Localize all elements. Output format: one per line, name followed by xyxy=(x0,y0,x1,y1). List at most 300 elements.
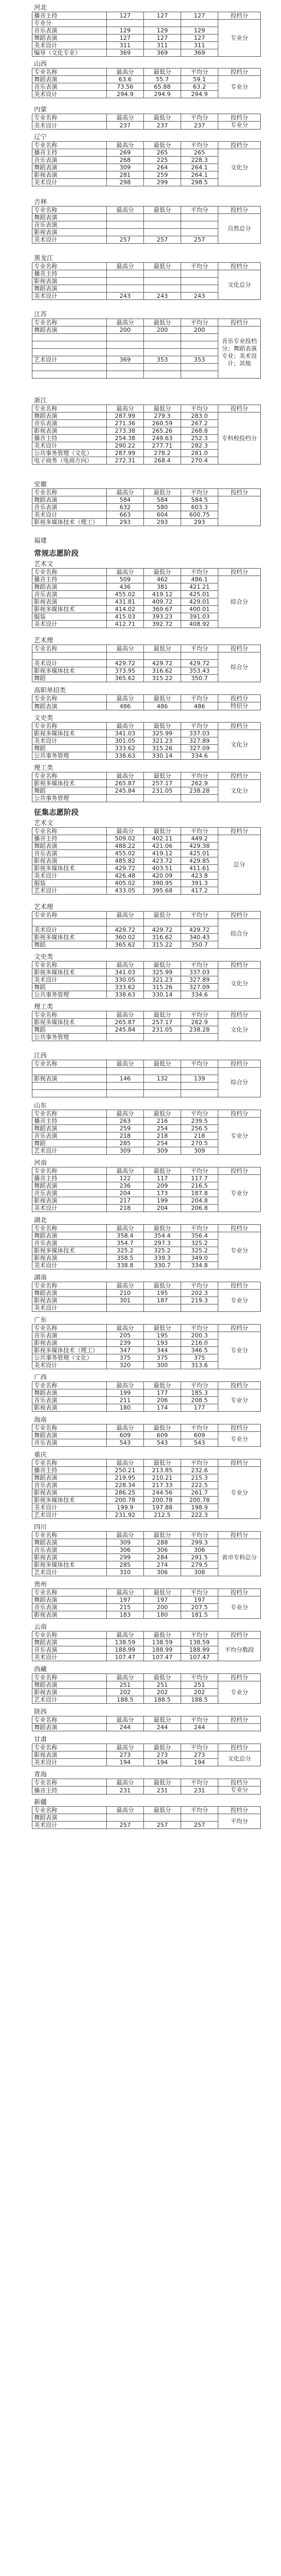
table-header-row xyxy=(32,1459,261,1467)
score-cell: 最低分 xyxy=(144,569,181,576)
score-cell: 188.5 xyxy=(181,1696,218,1704)
score-cell: 127 xyxy=(144,35,181,42)
score-cell: 最高分 xyxy=(107,142,144,149)
section-label xyxy=(32,548,260,560)
score-cell: 244 xyxy=(181,1724,218,1731)
admission-note-cell: 专业分 xyxy=(218,1118,261,1155)
score-cell: 425.01 xyxy=(181,591,218,598)
major-cell: 舞蹈 xyxy=(32,675,107,682)
major-cell: 舞蹈 xyxy=(32,984,107,991)
score-cell xyxy=(107,919,144,926)
score-cell: 288 xyxy=(144,1539,181,1547)
score-section xyxy=(32,1051,260,1097)
major-cell: 播音主持 xyxy=(32,1118,107,1125)
admission-note-cell: 综合分 xyxy=(218,652,261,682)
score-cell: 最低分 xyxy=(144,1459,181,1467)
score-cell: 55.7 xyxy=(144,76,181,83)
score-cell: 543 xyxy=(107,1439,144,1447)
score-section xyxy=(32,952,260,999)
score-cell: 最低分 xyxy=(144,207,181,214)
major-cell xyxy=(32,919,107,926)
score-cell: 最高分 xyxy=(107,1011,144,1019)
score-cell: 360.02 xyxy=(107,934,144,941)
score-cell: 188.99 xyxy=(181,1646,218,1654)
score-cell: 228.34 xyxy=(107,1482,144,1489)
score-cell xyxy=(181,278,218,285)
score-cell xyxy=(144,371,181,379)
score-cell: 63.6 xyxy=(107,76,144,83)
table-row xyxy=(32,413,261,420)
score-cell: 293 xyxy=(181,519,218,526)
region-title: 安徽 xyxy=(34,480,47,488)
score-cell: 365.62 xyxy=(107,941,144,949)
score-cell: 347 xyxy=(107,1347,144,1354)
score-table xyxy=(32,319,261,379)
score-cell: 216 xyxy=(144,1118,181,1125)
score-cell xyxy=(181,334,218,341)
score-cell: 268.4 xyxy=(144,457,181,465)
major-cell: 影视多媒体技术 xyxy=(32,606,107,613)
table-header-row xyxy=(32,12,261,20)
score-cell: 415.03 xyxy=(107,613,144,621)
score-cell: 281.0 xyxy=(181,450,218,457)
score-cell: 265.26 xyxy=(144,427,181,435)
major-cell: 电子商务（电商方向） xyxy=(32,457,107,465)
score-cell xyxy=(144,1068,181,1075)
admission-note-cell: 专业分 xyxy=(218,1175,261,1212)
score-table xyxy=(32,694,261,710)
score-cell: 127 xyxy=(107,12,144,20)
score-cell: 最高分 xyxy=(107,772,144,780)
score-cell: 107.47 xyxy=(107,1654,144,1661)
admission-note-cell: 专业分 xyxy=(218,76,261,98)
major-cell xyxy=(32,341,107,349)
score-cell: 210 xyxy=(107,1290,144,1297)
score-cell: 310 xyxy=(107,1569,144,1576)
major-cell: 影视表演 xyxy=(32,1689,107,1696)
score-table xyxy=(32,827,261,895)
score-cell: 平均分 xyxy=(181,68,218,76)
score-cell: 239.5 xyxy=(181,1118,218,1125)
score-cell: 最低分 xyxy=(144,1632,181,1639)
score-section xyxy=(32,636,260,682)
score-cell: 最低分 xyxy=(144,1282,181,1290)
score-cell: 206.8 xyxy=(181,1205,218,1212)
score-section xyxy=(32,310,260,379)
score-cell: 最高分 xyxy=(107,1382,144,1389)
score-cell xyxy=(181,229,218,236)
major-cell: 服装 xyxy=(32,880,107,887)
score-section xyxy=(32,1373,260,1412)
score-cell xyxy=(144,1083,181,1090)
score-cell: 243 xyxy=(107,293,144,300)
score-cell: 254 xyxy=(144,1125,181,1132)
table-row xyxy=(32,1787,261,1794)
score-table xyxy=(32,1060,261,1097)
score-cell: 306 xyxy=(107,1547,144,1554)
score-cell: 333.62 xyxy=(107,745,144,752)
score-cell: 259 xyxy=(107,1125,144,1132)
score-cell: 485.82 xyxy=(107,857,144,865)
score-cell: 245.84 xyxy=(107,787,144,795)
score-cell: 423.72 xyxy=(144,857,181,865)
region-title: 海南 xyxy=(34,1416,47,1423)
score-cell xyxy=(107,1083,144,1090)
score-cell: 205 xyxy=(107,1332,144,1339)
score-cell: 278.2 xyxy=(144,450,181,457)
score-cell xyxy=(181,214,218,221)
score-table xyxy=(32,1779,261,1794)
score-cell: 59.1 xyxy=(181,76,218,83)
region-title: 艺术文 xyxy=(34,560,54,568)
score-cell: 最高分 xyxy=(107,1674,144,1681)
major-cell: 播音主持 xyxy=(32,149,107,157)
table-header-row xyxy=(32,723,261,730)
admission-note-cell: 专科校投档分 xyxy=(218,413,261,465)
score-cell: 298.5 xyxy=(181,179,218,186)
major-cell: 音乐表演 xyxy=(32,27,107,35)
score-table xyxy=(32,568,261,628)
major-cell: 专业名称 xyxy=(32,1674,107,1681)
score-cell: 249.63 xyxy=(144,435,181,442)
score-cell: 252.3 xyxy=(181,435,218,442)
score-cell: 212.5 xyxy=(144,1512,181,1519)
score-cell: 平均分 xyxy=(181,645,218,652)
header-cell: 投档分 xyxy=(218,114,261,122)
score-cell: 最高分 xyxy=(107,114,144,122)
score-table xyxy=(32,114,261,130)
admission-note-cell: 专业分 xyxy=(218,1290,261,1312)
score-cell: 309 xyxy=(107,1147,144,1155)
score-cell: 340.43 xyxy=(181,934,218,941)
score-cell: 239 xyxy=(107,1339,144,1347)
score-cell: 最高分 xyxy=(107,1060,144,1068)
score-cell: 391.3 xyxy=(181,880,218,887)
score-cell: 316.62 xyxy=(144,667,181,675)
score-cell: 409.72 xyxy=(144,598,181,606)
score-cell: 265 xyxy=(181,149,218,157)
major-cell: 艺术设计 xyxy=(32,1147,107,1155)
major-cell: 音乐表演 xyxy=(32,1604,107,1611)
major-cell: 舞蹈 xyxy=(32,941,107,949)
region-title: 贵州 xyxy=(34,1581,47,1588)
score-cell: 306 xyxy=(144,1547,181,1554)
score-cell: 429.72 xyxy=(107,865,144,872)
header-cell: 投档分 xyxy=(218,772,261,780)
score-cell: 584 xyxy=(107,496,144,504)
major-cell: 舞蹈表演 xyxy=(32,1596,107,1604)
major-cell: 影视表演 xyxy=(32,1075,107,1083)
score-cell: 132 xyxy=(144,1075,181,1083)
score-cell: 197.88 xyxy=(144,1504,181,1512)
table-row xyxy=(32,1332,261,1339)
major-cell: 专业名称 xyxy=(32,695,107,702)
score-cell: 257 xyxy=(107,236,144,244)
score-cell: 最低分 xyxy=(144,1060,181,1068)
score-cell: 330.14 xyxy=(144,752,181,760)
score-cell: 419.12 xyxy=(144,850,181,857)
admission-note-cell: 自然总分 xyxy=(218,214,261,244)
score-cell xyxy=(107,652,144,660)
score-cell: 429.85 xyxy=(181,857,218,865)
region-title: 广东 xyxy=(34,1316,47,1324)
score-cell: 127 xyxy=(181,12,218,20)
table-row xyxy=(32,652,261,660)
major-cell: 影视表演 xyxy=(32,171,107,179)
score-cell: 462 xyxy=(144,576,181,583)
score-cell: 333.62 xyxy=(107,984,144,991)
score-cell: 315.26 xyxy=(144,745,181,752)
score-cell: 209 xyxy=(144,1182,181,1190)
table-row xyxy=(32,122,261,130)
section-label xyxy=(32,536,260,545)
score-cell: 208.5 xyxy=(181,1397,218,1404)
score-cell: 231.05 xyxy=(144,787,181,795)
region-title: 云南 xyxy=(34,1623,47,1630)
score-cell: 231 xyxy=(144,1787,181,1794)
score-cell: 最高分 xyxy=(107,961,144,969)
major-cell: 影视多媒体技术 xyxy=(32,780,107,787)
score-cell: 215 xyxy=(107,1604,144,1611)
score-cell: 平均分 xyxy=(181,1532,218,1539)
major-cell: 影视表演 xyxy=(32,1339,107,1347)
score-cell: 最低分 xyxy=(144,1382,181,1389)
score-cell: 311 xyxy=(181,42,218,49)
major-cell: 舞蹈表演 xyxy=(32,327,107,334)
score-cell: 最低分 xyxy=(144,1716,181,1724)
score-section xyxy=(32,105,260,130)
table-header-row xyxy=(32,569,261,576)
score-cell: 最高分 xyxy=(107,1744,144,1751)
score-cell xyxy=(107,1068,144,1075)
score-cell: 425.01 xyxy=(181,850,218,857)
score-cell: 平均分 xyxy=(181,1060,218,1068)
score-cell: 最低分 xyxy=(144,1744,181,1751)
score-section xyxy=(32,714,260,760)
score-cell: 426.48 xyxy=(107,872,144,880)
score-cell: 254.38 xyxy=(107,435,144,442)
score-cell xyxy=(144,364,181,371)
region-title: 江西 xyxy=(34,1052,47,1059)
score-table xyxy=(32,1110,261,1155)
major-cell: 舞蹈表演 xyxy=(32,164,107,171)
major-cell: 影视多媒体技术 xyxy=(32,1247,107,1255)
table-row xyxy=(32,149,261,157)
admission-note-cell: 专业分 xyxy=(218,1432,261,1447)
score-cell xyxy=(181,1068,218,1075)
major-cell: 影视多媒体技术（理工） xyxy=(32,1347,107,1354)
major-cell: 影视表演 xyxy=(32,229,107,236)
major-cell: 专业名称 xyxy=(32,1060,107,1068)
score-cell: 369 xyxy=(144,49,181,57)
major-cell: 公共事务管理（文化） xyxy=(32,450,107,457)
header-cell: 投档分 xyxy=(218,1632,261,1639)
score-cell: 65.88 xyxy=(144,83,181,91)
major-cell: 舞蹈表演 xyxy=(32,702,107,710)
major-cell: 艺术设计 xyxy=(32,1512,107,1519)
score-section xyxy=(32,254,260,300)
score-cell: 最高分 xyxy=(107,569,144,576)
table-row xyxy=(32,576,261,583)
score-cell: 最高分 xyxy=(107,1532,144,1539)
table-header-row xyxy=(32,695,261,702)
score-cell: 294.9 xyxy=(181,91,218,98)
score-cell xyxy=(144,214,181,221)
score-cell: 平均分 xyxy=(181,1589,218,1596)
score-cell: 455.02 xyxy=(107,591,144,598)
major-cell: 专业名称 xyxy=(32,1011,107,1019)
region-title: 吉林 xyxy=(34,198,47,205)
major-cell: 音乐表演 xyxy=(32,591,107,598)
score-cell: 609 xyxy=(181,1432,218,1439)
score-cell xyxy=(181,221,218,229)
score-cell: 平均分 xyxy=(181,142,218,149)
score-cell xyxy=(181,1034,218,1041)
score-cell xyxy=(144,341,181,349)
table-header-row xyxy=(32,1807,261,1814)
score-cell: 486.1 xyxy=(181,576,218,583)
score-cell: 254 xyxy=(144,1140,181,1147)
score-cell: 412.71 xyxy=(107,621,144,628)
score-cell xyxy=(144,349,181,356)
table-header-row xyxy=(32,207,261,214)
score-cell xyxy=(181,1304,218,1312)
major-cell: 专业名称 xyxy=(32,489,107,496)
admission-note-cell: 专业分 xyxy=(218,1467,261,1519)
major-cell: 播音主持 xyxy=(32,1467,107,1474)
major-cell: 播音主持 xyxy=(32,12,107,20)
score-cell: 272.31 xyxy=(107,457,144,465)
score-cell: 197 xyxy=(181,1596,218,1604)
admission-note-cell: 文化分 xyxy=(218,780,261,802)
major-cell: 音乐表演 xyxy=(32,1332,107,1339)
score-cell: 最低分 xyxy=(144,1225,181,1232)
score-cell: 373.95 xyxy=(107,667,144,675)
score-cell: 最低分 xyxy=(144,489,181,496)
major-cell: 专业名称 xyxy=(32,645,107,652)
score-cell: 最低分 xyxy=(144,1325,181,1332)
score-section xyxy=(32,819,260,895)
header-cell: 投档分 xyxy=(218,1060,261,1068)
score-cell: 395.68 xyxy=(144,887,181,895)
score-cell: 390.95 xyxy=(144,880,181,887)
major-cell: 音乐表演 xyxy=(32,1397,107,1404)
score-cell: 180 xyxy=(144,1611,181,1619)
admission-note-cell: 专业分 xyxy=(218,20,261,57)
score-cell: 平均分 xyxy=(181,1807,218,1814)
table-header-row xyxy=(32,1167,261,1175)
score-table xyxy=(32,68,261,98)
score-cell: 173 xyxy=(144,1190,181,1197)
score-cell: 177 xyxy=(144,1389,181,1397)
score-cell: 平均分 xyxy=(181,1459,218,1467)
table-header-row xyxy=(32,142,261,149)
major-cell: 音乐表演 xyxy=(32,1439,107,1447)
table-row xyxy=(32,327,261,334)
score-cell: 219.3 xyxy=(181,1297,218,1304)
major-cell: 编导（文化专业） xyxy=(32,49,107,57)
score-cell: 327.89 xyxy=(181,737,218,745)
header-cell: 投档分 xyxy=(218,1110,261,1118)
major-cell: 公共事务管理 xyxy=(32,795,107,802)
score-cell xyxy=(181,652,218,660)
score-cell: 341.03 xyxy=(107,730,144,737)
admission-note-cell: 综合分 xyxy=(218,919,261,949)
score-cell: 最低分 xyxy=(144,1589,181,1596)
score-cell: 293 xyxy=(107,519,144,526)
major-cell: 音乐表演 xyxy=(32,420,107,427)
score-cell: 338.63 xyxy=(107,991,144,999)
score-cell: 309 xyxy=(144,1147,181,1155)
score-cell xyxy=(144,1304,181,1312)
score-cell: 197 xyxy=(107,1596,144,1604)
score-cell: 256.5 xyxy=(181,1125,218,1132)
score-cell: 509.02 xyxy=(107,835,144,843)
region-title: 理工类 xyxy=(34,764,54,771)
major-cell: 音乐表演 xyxy=(32,83,107,91)
score-cell: 244 xyxy=(144,1724,181,1731)
score-cell: 421.21 xyxy=(181,583,218,591)
table-row xyxy=(32,730,261,737)
score-cell: 最高分 xyxy=(107,1459,144,1467)
score-table xyxy=(32,1716,261,1731)
major-cell: 影视多媒体技术 xyxy=(32,730,107,737)
score-cell: 平均分 xyxy=(181,1382,218,1389)
major-cell: 专业名称 xyxy=(32,828,107,835)
score-cell: 206 xyxy=(144,1397,181,1404)
score-cell: 217 xyxy=(107,1197,144,1205)
region-title: 文史类 xyxy=(34,714,54,722)
region-title: 艺术文 xyxy=(34,819,54,827)
score-cell: 237 xyxy=(144,122,181,130)
score-cell: 平均分 xyxy=(181,1674,218,1681)
score-cell xyxy=(181,1090,218,1097)
major-cell: 美术设计 xyxy=(32,293,107,300)
score-cell: 228.3 xyxy=(181,157,218,164)
admission-note-cell: 文化分 xyxy=(218,1019,261,1041)
major-cell: 专业名称 xyxy=(32,114,107,122)
admission-note-cell: 专业分 xyxy=(218,1232,261,1269)
score-cell: 最低分 xyxy=(144,319,181,327)
score-cell: 222.3 xyxy=(181,1512,218,1519)
score-cell: 251 xyxy=(107,1681,144,1689)
major-cell: 影视多媒体技术 xyxy=(32,969,107,976)
admission-note-cell: 文化分 xyxy=(218,149,261,186)
score-cell: 243 xyxy=(181,293,218,300)
score-cell: 429.72 xyxy=(144,926,181,934)
major-cell: 舞蹈表演 xyxy=(32,496,107,504)
table-row xyxy=(32,270,261,278)
score-cell xyxy=(181,795,218,802)
score-cell: 平均分 xyxy=(181,1011,218,1019)
score-cell xyxy=(107,270,144,278)
score-cell: 最高分 xyxy=(107,1110,144,1118)
score-cell: 268 xyxy=(107,157,144,164)
score-cell: 286.25 xyxy=(107,1489,144,1497)
score-cell xyxy=(107,1304,144,1312)
score-cell: 273 xyxy=(107,1751,144,1759)
major-cell: 影视表演 xyxy=(32,598,107,606)
score-cell: 257 xyxy=(144,236,181,244)
region-title: 文史类 xyxy=(34,953,54,960)
score-cell: 193 xyxy=(144,1339,181,1347)
major-cell: 美术设计 xyxy=(32,1304,107,1312)
score-cell: 294.9 xyxy=(144,91,181,98)
table-header-row xyxy=(32,1632,261,1639)
score-cell: 268.8 xyxy=(181,427,218,435)
major-cell: 美术设计 xyxy=(32,91,107,98)
score-cell: 411.61 xyxy=(181,865,218,872)
